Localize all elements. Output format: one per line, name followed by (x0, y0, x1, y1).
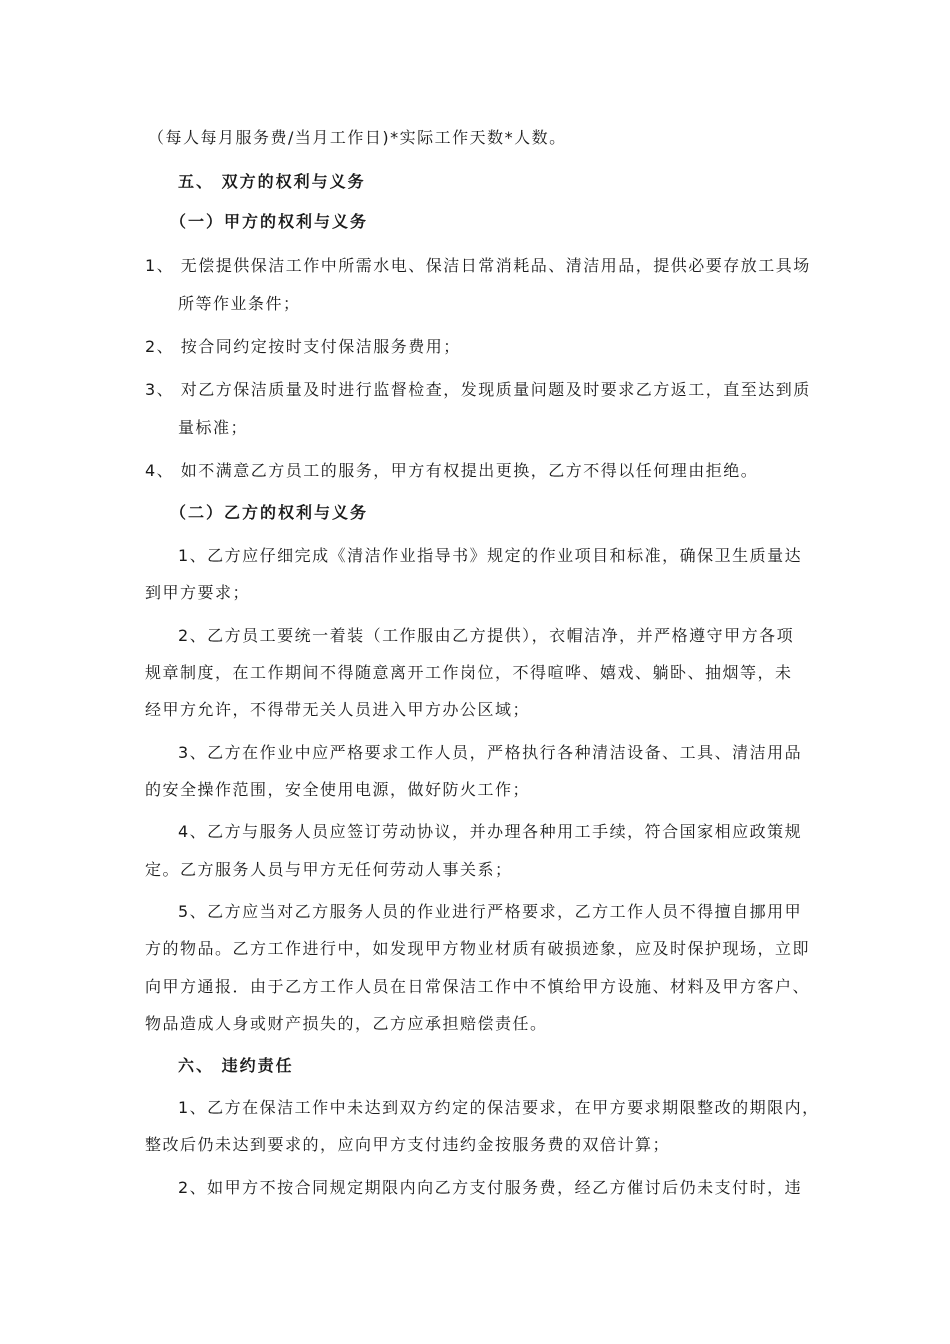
paragraph-line: 经甲方允许，不得带无关人员进入甲方办公区域； (145, 700, 531, 719)
list-item-continuation: 量标准； (178, 418, 249, 437)
paragraph-line: 定。乙方服务人员与甲方无任何劳动人事关系； (145, 860, 513, 879)
list-item: 2、 按合同约定按时支付保洁服务费用； (145, 337, 461, 356)
paragraph-line: 到甲方要求； (145, 583, 251, 602)
paragraph-line: 4、乙方与服务人员应签订劳动协议，并办理各种用工手续，符合国家相应政策规 (178, 822, 803, 841)
section-heading: 六、 违约责任 (178, 1056, 294, 1075)
paragraph-line: 3、乙方在作业中应严格要求工作人员，严格执行各种清洁设备、工具、清洁用品 (178, 743, 803, 762)
paragraph-line: 向甲方通报．由于乙方工作人员在日常保洁工作中不慎给甲方设施、材料及甲方客户、 (145, 977, 811, 996)
paragraph-line: 5、乙方应当对乙方服务人员的作业进行严格要求，乙方工作人员不得擅自挪用甲 (178, 902, 803, 921)
paragraph-line: 的安全操作范围，安全使用电源，做好防火工作； (145, 780, 531, 799)
section-heading: 五、 双方的权利与义务 (178, 172, 366, 191)
list-item-continuation: 所等作业条件； (178, 294, 301, 313)
list-item: 3、 对乙方保洁质量及时进行监督检查，发现质量问题及时要求乙方返工，直至达到质 (145, 380, 811, 399)
subsection-heading: （一）甲方的权利与义务 (170, 212, 369, 231)
paragraph-line: 规章制度，在工作期间不得随意离开工作岗位，不得喧哗、嬉戏、躺卧、抽烟等，未 (145, 663, 793, 682)
list-item: 4、 如不满意乙方员工的服务，甲方有权提出更换，乙方不得以任何理由拒绝。 (145, 461, 759, 480)
paragraph-line: 整改后仍未达到要求的，应向甲方支付违约金按服务费的双倍计算； (145, 1135, 671, 1154)
paragraph-line: 1、乙方应仔细完成《清洁作业指导书》规定的作业项目和标准，确保卫生质量达 (178, 546, 803, 565)
text-line: （每人每月服务费/当月工作日)*实际工作天数*人数。 (148, 128, 567, 147)
paragraph-line: 方的物品。乙方工作进行中，如发现甲方物业材质有破损迹象，应及时保护现场，立即 (145, 939, 811, 958)
subsection-heading: （二）乙方的权利与义务 (170, 503, 369, 522)
paragraph-line: 2、乙方员工要统一着装（工作服由乙方提供），衣帽洁净，并严格遵守甲方各项 (178, 626, 795, 645)
paragraph-line: 物品造成人身或财产损失的，乙方应承担赔偿责任。 (145, 1014, 548, 1033)
paragraph-line: 1、乙方在保洁工作中未达到双方约定的保洁要求，在甲方要求期限整改的期限内， (178, 1098, 820, 1117)
list-item: 1、 无偿提供保洁工作中所需水电、保洁日常消耗品、清洁用品，提供必要存放工具场 (145, 256, 811, 275)
paragraph-line: 2、如甲方不按合同规定期限内向乙方支付服务费，经乙方催讨后仍未支付时，违 (178, 1178, 803, 1197)
